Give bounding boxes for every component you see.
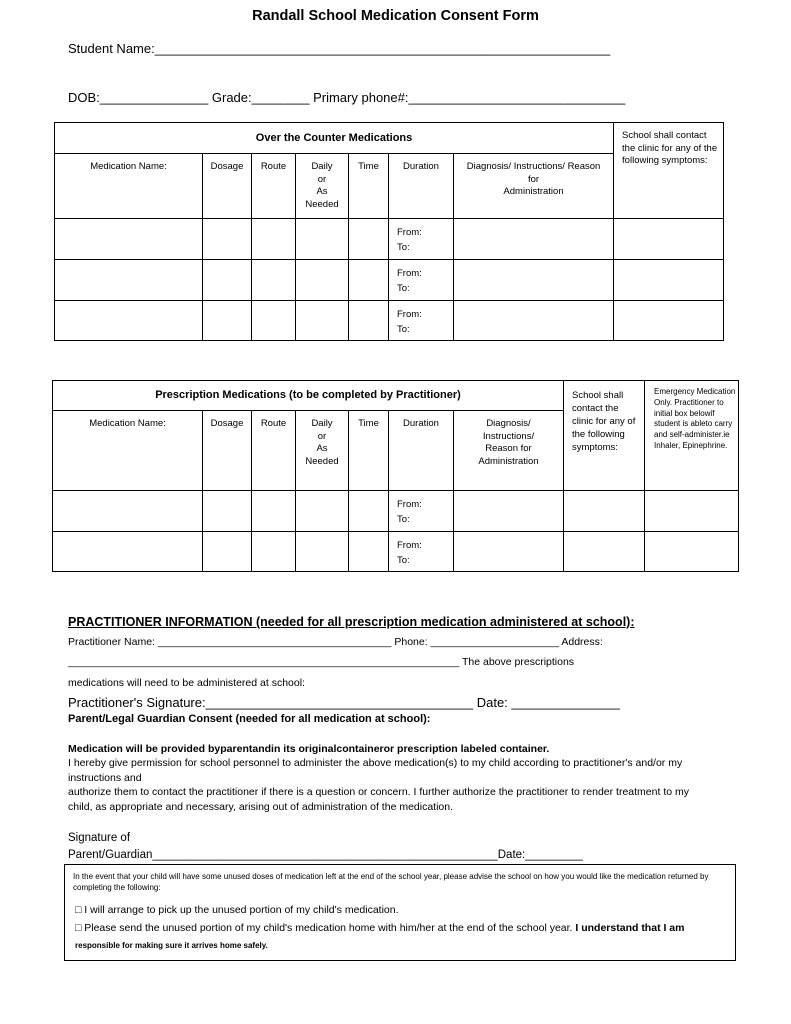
guardian-para-1: I hereby give permission for school personnel to administer the above medication(s) to my child according to practitioner's and/or my instructions and xyxy=(68,757,683,784)
otc-col-diagnosis-2: for xyxy=(527,173,540,185)
practitioner-address-line[interactable]: ___________________________________________________________________ The above prescriptions xyxy=(68,656,575,668)
from-label: From: xyxy=(397,499,422,510)
table-row xyxy=(53,491,739,532)
from-label: From: xyxy=(397,540,422,551)
table-cell[interactable] xyxy=(252,301,296,341)
rx-col-route: Route xyxy=(252,411,296,491)
phone-field[interactable]: ______________________________ xyxy=(408,90,626,105)
otc-col-daily-2: or xyxy=(317,173,327,185)
rx-col-diagnosis-3: Reason for xyxy=(485,443,532,454)
table-cell[interactable] xyxy=(53,491,203,532)
guardian-bold-line: Medication will be provided byparentandin its originalcontaineror prescription labeled container. xyxy=(68,743,550,755)
grade-field[interactable]: ________ xyxy=(251,90,310,105)
otc-col-daily xyxy=(296,154,349,219)
from-label: From: xyxy=(397,309,422,320)
table-cell[interactable] xyxy=(203,532,252,572)
table-cell[interactable] xyxy=(454,301,614,341)
guardian-para-2: authorize them to contact the practitioner if there is a question or concern. I further authorize the practitioner to render treatment to my child, as appropriate and necessary, arising out of administration of the medication. xyxy=(68,786,689,813)
table-cell[interactable] xyxy=(203,219,252,260)
otc-col-medication: Medication Name: xyxy=(55,154,203,219)
table-row xyxy=(55,219,724,260)
student-name-label: Student Name: xyxy=(68,41,155,56)
rx-col-diagnosis xyxy=(454,411,564,491)
table-cell[interactable] xyxy=(203,301,252,341)
table-cell[interactable] xyxy=(564,532,645,572)
table-cell[interactable] xyxy=(252,532,296,572)
table-cell[interactable] xyxy=(296,532,349,572)
rx-col-daily-4: Needed xyxy=(305,455,339,467)
rx-col-daily-2: or xyxy=(317,430,327,442)
table-cell[interactable] xyxy=(203,491,252,532)
practitioner-name-line[interactable]: Practitioner Name: ________________________________________ Phone: ______________________ Address: xyxy=(68,636,603,648)
grade-label: Grade: xyxy=(211,90,252,105)
rx-col-diagnosis-1: Diagnosis/ xyxy=(486,418,531,429)
table-cell[interactable] xyxy=(614,301,724,341)
table-cell[interactable] xyxy=(349,260,389,301)
guardian-heading: Parent/Legal Guardian Consent (needed for all medication at school): xyxy=(68,713,431,725)
to-label: To: xyxy=(397,555,410,566)
table-cell[interactable] xyxy=(454,219,614,260)
to-label: To: xyxy=(397,514,410,525)
student-name-row xyxy=(68,41,610,56)
unused-medication-box xyxy=(64,864,736,961)
phone-label: Primary phone#: xyxy=(313,90,409,105)
rx-heading: Prescription Medications (to be completed by Practitioner) xyxy=(53,381,564,411)
otc-col-diagnosis-1: Diagnosis/ Instructions/ Reason xyxy=(466,161,601,172)
table-cell[interactable] xyxy=(296,301,349,341)
to-label: To: xyxy=(397,283,410,294)
form-title: Randall School Medication Consent Form xyxy=(252,8,539,24)
otc-heading: Over the Counter Medications xyxy=(55,123,614,154)
unused-intro: In the event that your child will have some unused doses of medication left at the end of the school year, please advise the school on how you would like the medication returned by completing the following: xyxy=(73,872,709,892)
table-cell[interactable] xyxy=(296,260,349,301)
dob-row xyxy=(68,90,625,105)
table-cell[interactable] xyxy=(454,491,564,532)
otc-col-route: Route xyxy=(252,154,296,219)
table-cell[interactable] xyxy=(296,219,349,260)
otc-col-dosage: Dosage xyxy=(203,154,252,219)
table-cell[interactable] xyxy=(614,219,724,260)
duration-cell[interactable] xyxy=(389,301,454,341)
otc-col-daily-4: Needed xyxy=(305,198,339,210)
table-cell[interactable] xyxy=(645,491,739,532)
to-label: To: xyxy=(397,324,410,335)
rx-col-medication: Medication Name: xyxy=(53,411,203,491)
from-label: From: xyxy=(397,227,422,238)
table-cell[interactable] xyxy=(564,491,645,532)
duration-cell[interactable] xyxy=(389,491,454,532)
table-cell[interactable] xyxy=(252,219,296,260)
rx-col-diagnosis-4: Administration xyxy=(478,455,539,467)
table-cell[interactable] xyxy=(252,260,296,301)
rx-emergency-note: Emergency Medication Only. Practitioner to initial box belowif student is ableto carry and self-administer.ie Inhaler, Epinephrine. xyxy=(645,381,739,491)
unused-responsibility: responsible for making sure it arrives home safely. xyxy=(75,941,268,950)
table-cell[interactable] xyxy=(454,260,614,301)
unused-option-send-home[interactable] xyxy=(75,922,685,934)
table-cell[interactable] xyxy=(55,219,203,260)
otc-col-diagnosis xyxy=(454,154,614,219)
rx-col-diagnosis-2: Instructions/ xyxy=(482,430,535,442)
table-row xyxy=(53,532,739,572)
otc-col-daily-1: Daily xyxy=(311,161,333,172)
dob-label: DOB: xyxy=(68,90,100,105)
table-cell[interactable] xyxy=(454,532,564,572)
practitioner-signature-line[interactable]: Practitioner's Signature:_____________________________________ Date: _______________ xyxy=(68,695,620,710)
duration-cell[interactable] xyxy=(389,260,454,301)
from-label: From: xyxy=(397,268,422,279)
unused-option-pickup[interactable]: □ I will arrange to pick up the unused portion of my child's medication. xyxy=(75,904,399,916)
otc-table xyxy=(54,122,724,341)
table-cell[interactable] xyxy=(53,532,203,572)
table-cell[interactable] xyxy=(349,219,389,260)
student-name-field[interactable]: _______________________________________________________________ xyxy=(154,41,611,56)
signature-of-label: Signature of xyxy=(68,832,131,844)
table-cell[interactable] xyxy=(55,260,203,301)
duration-cell[interactable] xyxy=(389,219,454,260)
to-label: To: xyxy=(397,242,410,253)
table-cell[interactable] xyxy=(203,260,252,301)
table-cell[interactable] xyxy=(296,491,349,532)
table-cell[interactable] xyxy=(614,260,724,301)
dob-field[interactable]: _______________ xyxy=(99,90,209,105)
unused-option-send-home-bold: I understand that I am xyxy=(575,922,685,934)
unused-option-send-home-text: □ Please send the unused portion of my child's medication home with him/her at the end of the school year. xyxy=(75,922,573,934)
otc-col-diagnosis-3: Administration xyxy=(503,186,564,197)
table-cell[interactable] xyxy=(349,532,389,572)
rx-col-daily xyxy=(296,411,349,491)
otc-side-note: School shall contact the clinic for any of the following symptoms: xyxy=(614,123,724,219)
parent-signature-line[interactable]: Parent/Guardian______________________________________________________Date:_________ xyxy=(68,849,583,861)
practitioner-heading: PRACTITIONER INFORMATION (needed for all prescription medication administered at school): xyxy=(68,615,635,629)
rx-col-daily-1: Daily xyxy=(311,418,333,429)
duration-cell[interactable] xyxy=(389,532,454,572)
rx-col-dosage: Dosage xyxy=(203,411,252,491)
table-cell[interactable] xyxy=(349,491,389,532)
otc-col-duration: Duration xyxy=(389,154,454,219)
otc-col-time: Time xyxy=(349,154,389,219)
table-row xyxy=(55,301,724,341)
table-cell[interactable] xyxy=(55,301,203,341)
table-cell[interactable] xyxy=(349,301,389,341)
rx-table xyxy=(52,380,739,572)
table-cell[interactable] xyxy=(645,532,739,572)
rx-col-duration: Duration xyxy=(389,411,454,491)
table-row xyxy=(55,260,724,301)
otc-col-daily-3: As xyxy=(316,186,328,197)
table-cell[interactable] xyxy=(252,491,296,532)
rx-col-daily-3: As xyxy=(316,443,328,454)
rx-col-time: Time xyxy=(349,411,389,491)
rx-side-note: School shall contact the clinic for any of the following symptoms: xyxy=(564,381,645,491)
practitioner-meds-line: medications will need to be administered at school: xyxy=(68,677,305,689)
